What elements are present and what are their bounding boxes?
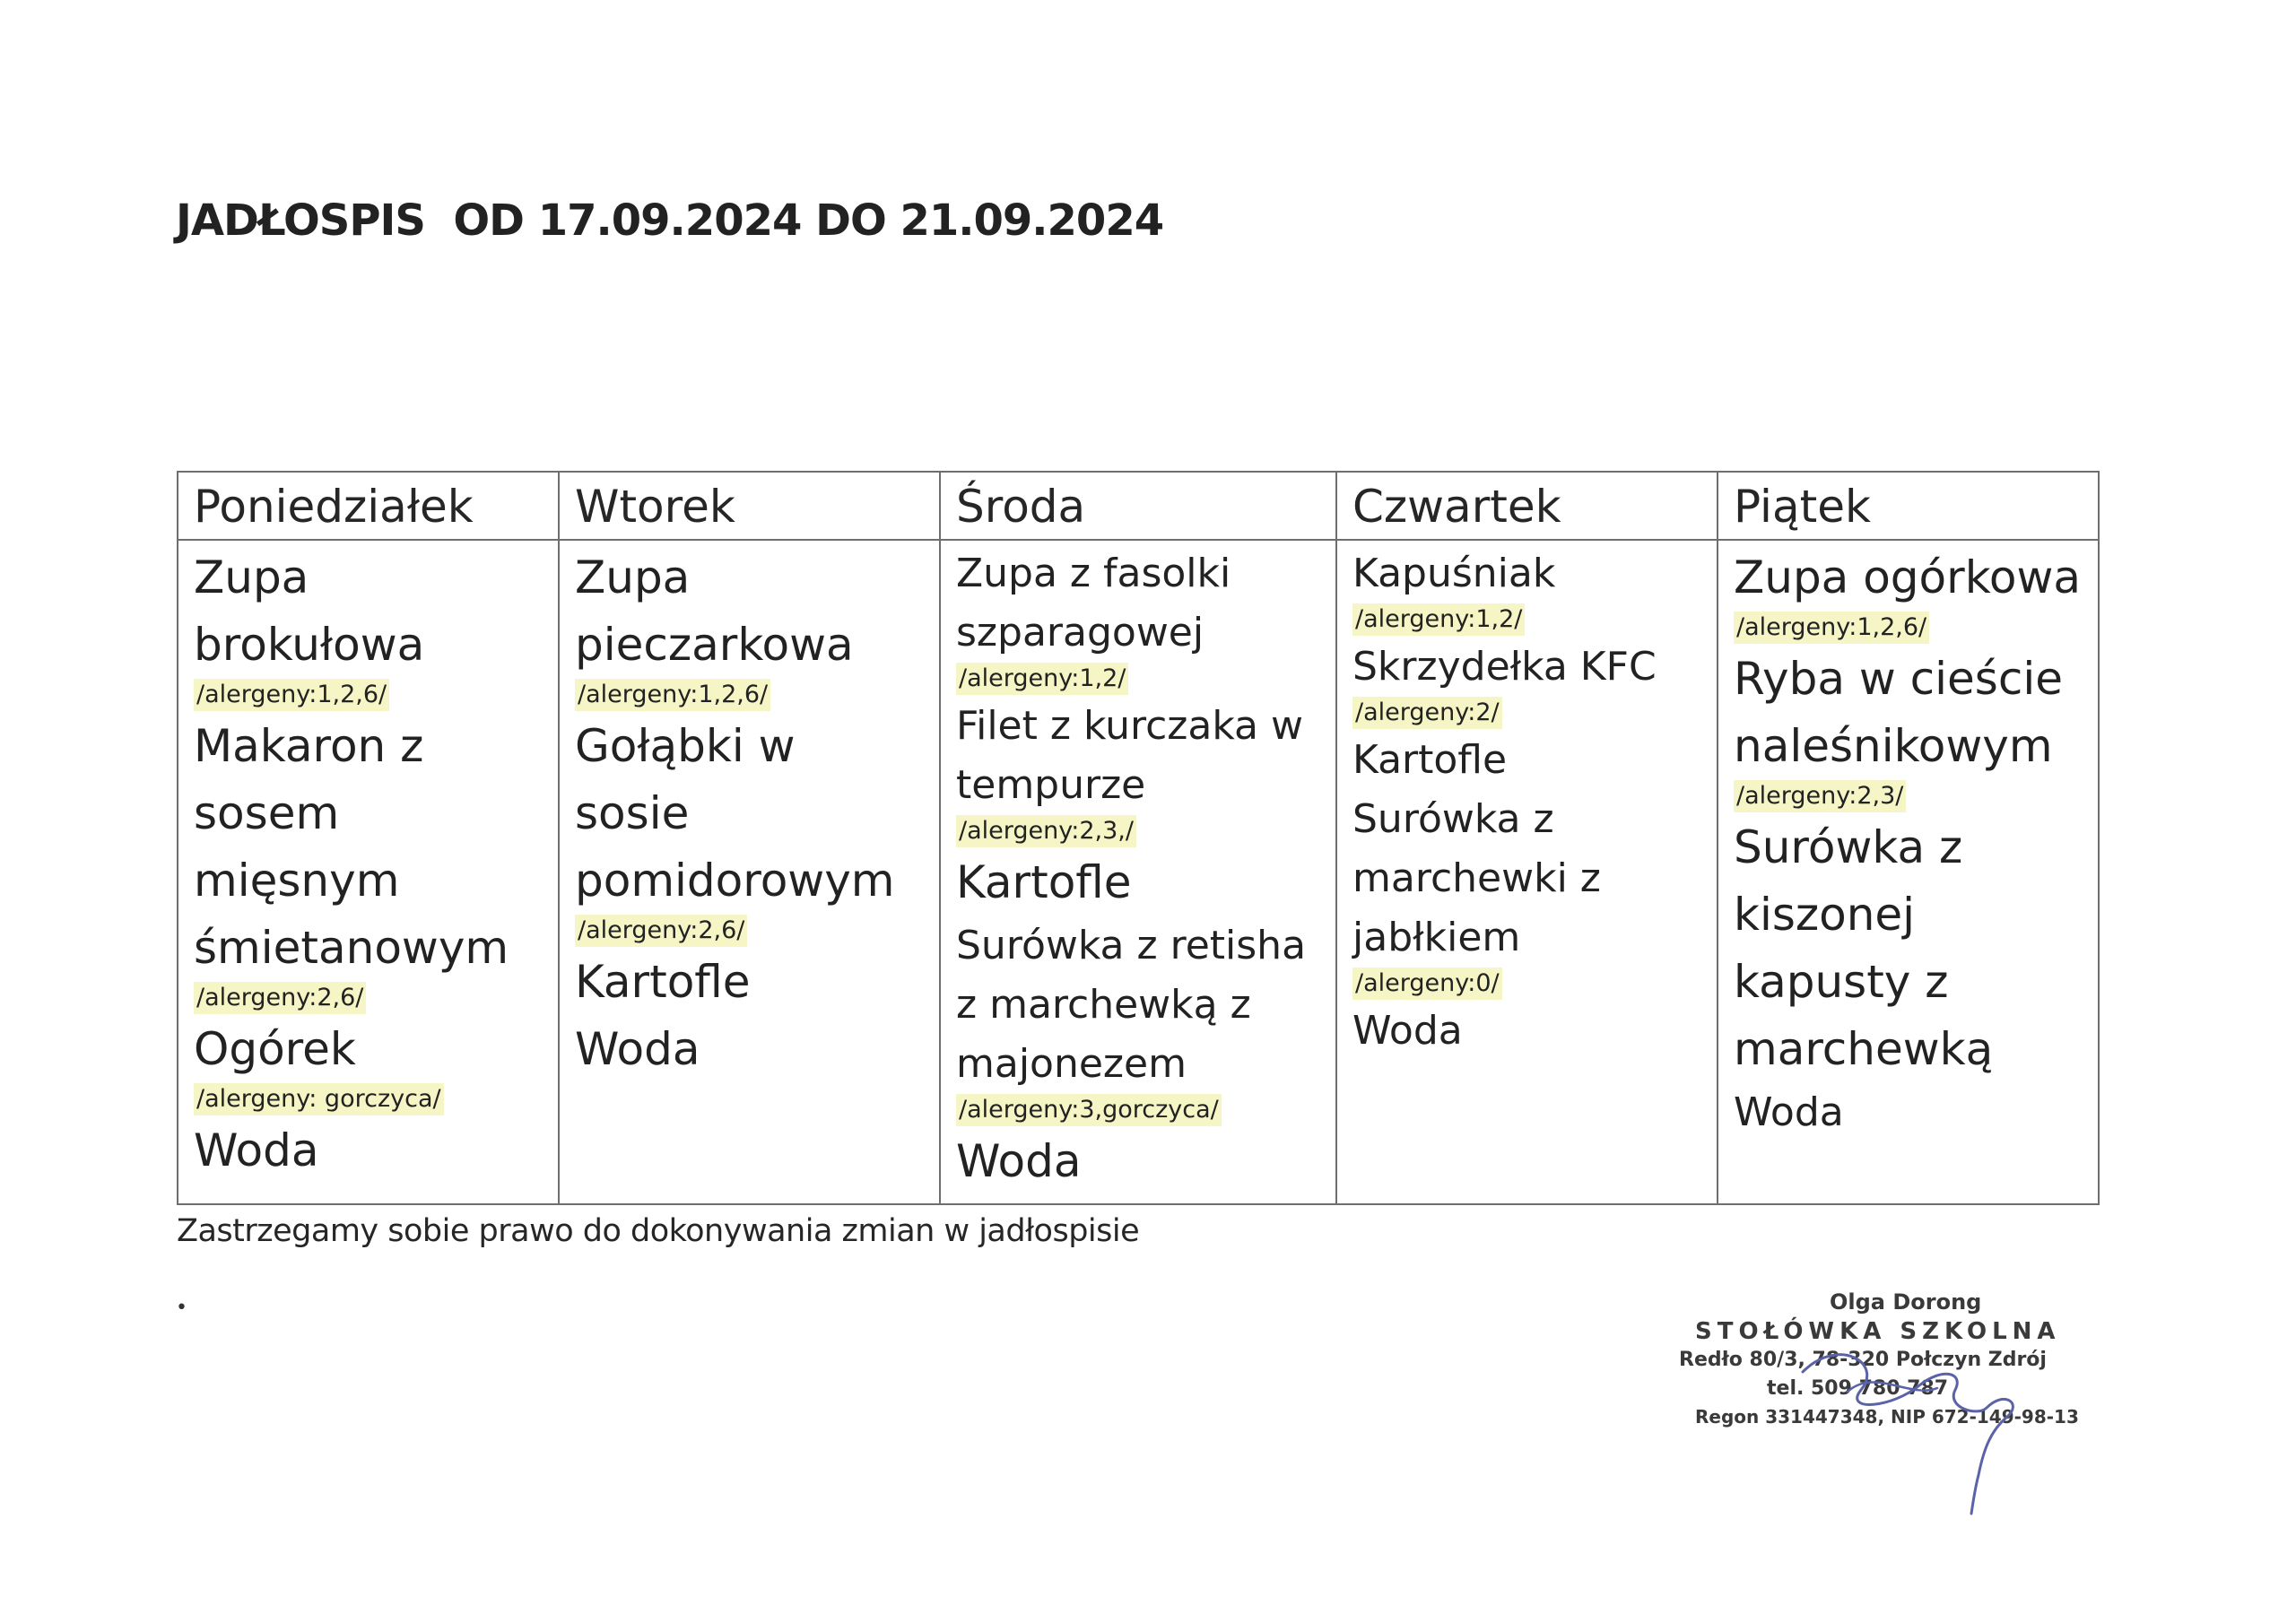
dish-item: szparagowej — [956, 610, 1205, 655]
dish-item: Ryba w cieście — [1734, 653, 2063, 705]
stamp-address: Redło 80/3, 78-320 Połczyn Zdrój — [1679, 1349, 2047, 1371]
dish-item: sosie — [575, 787, 690, 839]
dish-item: Kartofle — [956, 856, 1132, 908]
allergen-line — [1734, 612, 2098, 646]
day-header-friday: Piątek — [1718, 472, 2099, 540]
allergen-line — [956, 1094, 1335, 1128]
weekly-menu-table — [177, 471, 2100, 1205]
allergen-note: /alergeny:1,2/ — [956, 663, 1128, 695]
dish-item: Kapuśniak — [1352, 551, 1556, 596]
dish-item: Zupa ogórkowa — [1734, 551, 2081, 603]
day-header-tuesday: Wtorek — [559, 472, 940, 540]
dish-item: Woda — [1734, 1089, 1844, 1135]
allergen-line — [575, 679, 939, 713]
allergen-line — [1352, 697, 1717, 731]
dish-item: pomidorowym — [575, 855, 895, 907]
allergen-note: /alergeny:2,6/ — [575, 915, 747, 947]
dish-item: kiszonej — [1734, 889, 1916, 941]
menu-cell-thursday — [1336, 540, 1718, 1204]
stamp-phone: tel. 509 780 787 — [1767, 1377, 1949, 1400]
dish-item: pieczarkowa — [575, 619, 854, 671]
dish-item: Woda — [194, 1124, 319, 1176]
dish-item: sosem — [194, 787, 340, 839]
dish-item: tempurze — [956, 762, 1146, 808]
menu-cell-friday — [1718, 540, 2099, 1204]
dish-item: Woda — [575, 1023, 700, 1075]
document-title: JADŁOSPIS OD 17.09.2024 DO 21.09.2024 — [176, 195, 1164, 246]
canteen-stamp — [1668, 1282, 2079, 1515]
bullet-mark: • — [176, 1297, 187, 1319]
dish-item: śmietanowym — [194, 922, 509, 974]
dish-item: Gołąbki w — [575, 720, 796, 772]
allergen-line — [1352, 968, 1717, 1002]
allergen-line — [956, 815, 1335, 849]
dish-item: jabłkiem — [1352, 915, 1521, 960]
allergen-note: /alergeny:2,6/ — [194, 982, 366, 1014]
dish-item: Kartofle — [575, 956, 751, 1008]
dish-item: Makaron z — [194, 720, 424, 772]
allergen-line — [575, 915, 939, 949]
allergen-note: /alergeny:1,2,6/ — [575, 679, 770, 711]
stamp-name: Olga Dorong — [1830, 1289, 1982, 1315]
allergen-note: /alergeny:2/ — [1352, 697, 1502, 729]
allergen-line — [194, 1083, 558, 1117]
dish-item: Surówka z retisha — [956, 923, 1307, 968]
allergen-line — [194, 982, 558, 1016]
dish-item: Zupa z fasolki — [956, 551, 1231, 596]
day-header-wednesday: Środa — [940, 472, 1336, 540]
menu-items-row — [178, 540, 2099, 1204]
allergen-note: /alergeny:1,2/ — [1352, 603, 1525, 636]
stamp-regon: Regon 331447348, NIP 672-149-98-13 — [1695, 1406, 2079, 1428]
dish-item: majonezem — [956, 1041, 1187, 1087]
allergen-note: /alergeny:0/ — [1352, 968, 1502, 1000]
allergen-note: /alergeny:2,3/ — [1734, 780, 1906, 812]
allergen-note: /alergeny:3,gorczyca/ — [956, 1094, 1222, 1126]
dish-item: Surówka z — [1734, 821, 1963, 873]
allergen-line — [1734, 780, 2098, 814]
menu-cell-tuesday — [559, 540, 940, 1204]
dish-item: Woda — [1352, 1008, 1463, 1054]
dish-item: Zupa — [575, 551, 691, 603]
handwritten-signature — [1668, 1282, 2063, 1515]
dish-item: brokułowa — [194, 619, 425, 671]
dish-item: Zupa — [194, 551, 309, 603]
allergen-line — [1352, 603, 1717, 638]
dish-item: Kartofle — [1352, 737, 1508, 783]
allergen-line — [194, 679, 558, 713]
dish-item: Woda — [956, 1135, 1082, 1187]
dish-item: naleśnikowym — [1734, 720, 2053, 772]
allergen-note: /alergeny: gorczyca/ — [194, 1083, 444, 1115]
dish-item: Surówka z — [1352, 796, 1554, 842]
dish-item: Ogórek — [194, 1023, 356, 1075]
day-header-row — [178, 472, 2099, 540]
allergen-note: /alergeny:1,2,6/ — [1734, 612, 1929, 644]
menu-cell-wednesday — [940, 540, 1336, 1204]
dish-item: marchewką — [1734, 1023, 1994, 1075]
menu-change-disclaimer: Zastrzegamy sobie prawo do dokonywania zmian w jadłospisie — [177, 1213, 1140, 1249]
dish-item: z marchewką z — [956, 982, 1251, 1028]
stamp-organization: STOŁÓWKA SZKOLNA — [1695, 1318, 2061, 1345]
dish-item: kapusty z — [1734, 956, 1949, 1008]
allergen-note: /alergeny:1,2,6/ — [194, 679, 389, 711]
day-header-monday: Poniedziałek — [178, 472, 559, 540]
dish-item: marchewki z — [1352, 855, 1601, 901]
allergen-line — [956, 663, 1335, 697]
allergen-note: /alergeny:2,3,/ — [956, 815, 1136, 847]
menu-cell-monday — [178, 540, 559, 1204]
dish-item: mięsnym — [194, 855, 400, 907]
day-header-thursday: Czwartek — [1336, 472, 1718, 540]
dish-item: Filet z kurczaka w — [956, 703, 1303, 749]
dish-item: Skrzydełka KFC — [1352, 644, 1657, 690]
